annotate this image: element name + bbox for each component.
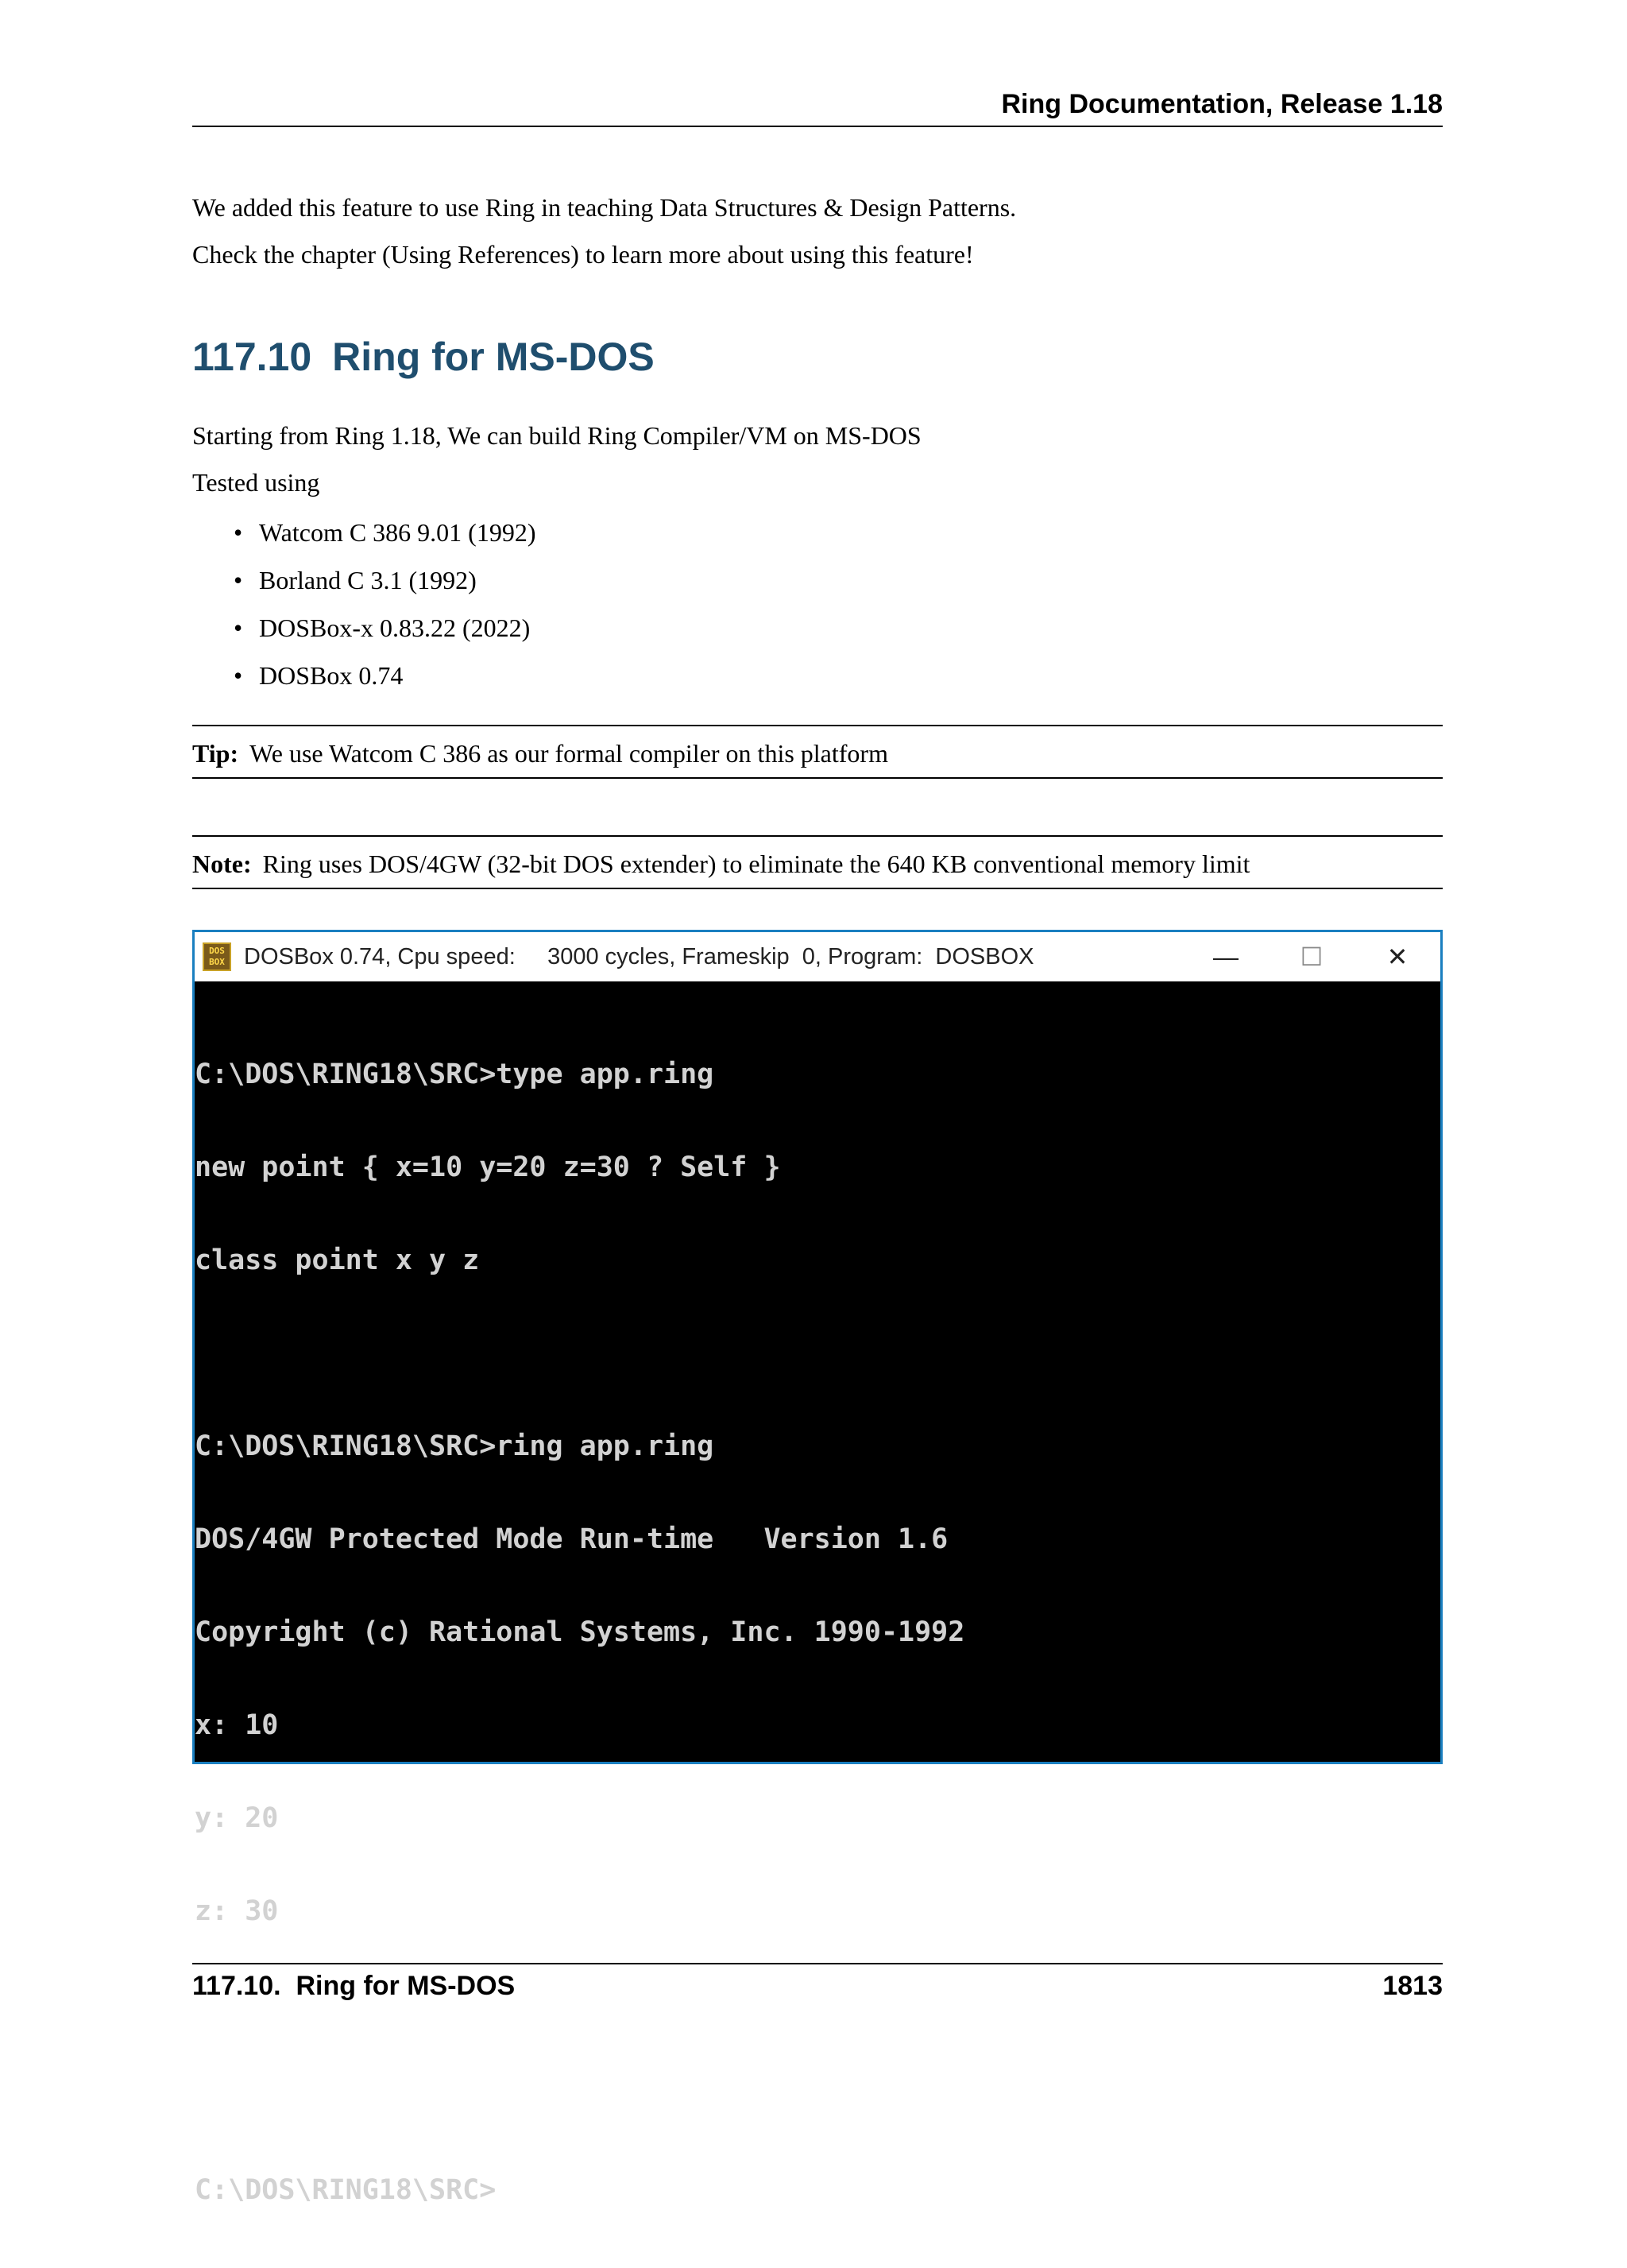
body-paragraph-1: Starting from Ring 1.18, We can build Ring Compiler/VM on MS-DOS — [192, 421, 922, 450]
minimize-icon: — — [1213, 942, 1239, 971]
maximize-button[interactable] — [1269, 932, 1355, 981]
note-label: Note: — [192, 850, 252, 878]
close-button[interactable] — [1355, 932, 1440, 981]
maximize-icon: ☐ — [1300, 942, 1324, 971]
tip-text: We use Watcom C 386 as our formal compiler on this platform — [249, 739, 888, 768]
console-line — [195, 1338, 1440, 1369]
window-title-app: DOSBox 0.74, Cpu speed: — [244, 943, 516, 970]
bullet-icon: • — [234, 518, 243, 547]
list-item — [234, 660, 535, 707]
console-line: C:\DOS\RING18\SRC>ring app.ring — [195, 1430, 714, 1462]
section-heading — [192, 334, 655, 380]
close-icon: ✕ — [1386, 942, 1409, 971]
tip-label: Tip: — [192, 739, 239, 768]
note-text: Ring uses DOS/4GW (32-bit DOS extender) to eliminate the 640 KB conventional memory limit — [262, 850, 1250, 878]
console-output — [195, 981, 1440, 2268]
bullet-icon: • — [234, 613, 243, 642]
section-number: 117.10 — [192, 335, 312, 379]
tested-tools-list — [234, 517, 535, 707]
console-line: new point { x=10 y=20 z=30 ? Self } — [195, 1151, 781, 1183]
body-paragraph-2: Tested using — [192, 468, 320, 497]
header-rule — [192, 126, 1443, 127]
document-page — [192, 0, 1443, 2206]
dosbox-app-icon: DOS BOX — [203, 942, 231, 971]
console-line: z: 30 — [195, 1895, 279, 1927]
console-line: x: 10 — [195, 1709, 279, 1741]
page-number: 1813 — [1382, 1971, 1443, 2001]
list-item — [234, 612, 535, 660]
console-line: class point x y z — [195, 1244, 480, 1276]
bullet-icon: • — [234, 661, 243, 690]
list-item — [234, 564, 535, 612]
console-line: C:\DOS\RING18\SRC>type app.ring — [195, 1059, 714, 1090]
console-line: y: 20 — [195, 1802, 279, 1834]
minimize-button[interactable] — [1183, 932, 1269, 981]
footer-rule — [192, 1963, 1443, 1964]
window-title — [244, 944, 1034, 970]
console-line: DOS/4GW Protected Mode Run-time Version 1.6 — [195, 1523, 949, 1555]
section-title-text: Ring for MS-DOS — [332, 335, 655, 379]
console-line — [195, 2082, 1440, 2113]
intro-paragraph-1: We added this feature to use Ring in teaching Data Structures & Design Patterns. — [192, 193, 1017, 222]
footer-section: 117.10. Ring for MS-DOS — [192, 1971, 516, 2001]
tip-box — [192, 725, 1443, 779]
list-item-text: Watcom C 386 9.01 (1992) — [259, 518, 536, 547]
list-item-text: DOSBox 0.74 — [259, 661, 404, 690]
window-title-program: DOSBOX — [935, 943, 1034, 970]
window-titlebar — [195, 932, 1440, 981]
window-title-cycles: 3000 cycles, Frameskip 0, Program: — [547, 943, 923, 970]
list-item-text: Borland C 3.1 (1992) — [259, 566, 477, 594]
bullet-icon: • — [234, 566, 243, 594]
note-box — [192, 835, 1443, 889]
list-item-text: DOSBox-x 0.83.22 (2022) — [259, 613, 531, 642]
console-line: Copyright (c) Rational Systems, Inc. 1990-1992 — [195, 1616, 965, 1648]
list-item — [234, 517, 535, 564]
running-header: Ring Documentation, Release 1.18 — [1001, 89, 1443, 119]
console-prompt: C:\DOS\RING18\SRC> — [195, 2174, 497, 2206]
intro-paragraph-2: Check the chapter (Using References) to learn more about using this feature! — [192, 240, 974, 269]
